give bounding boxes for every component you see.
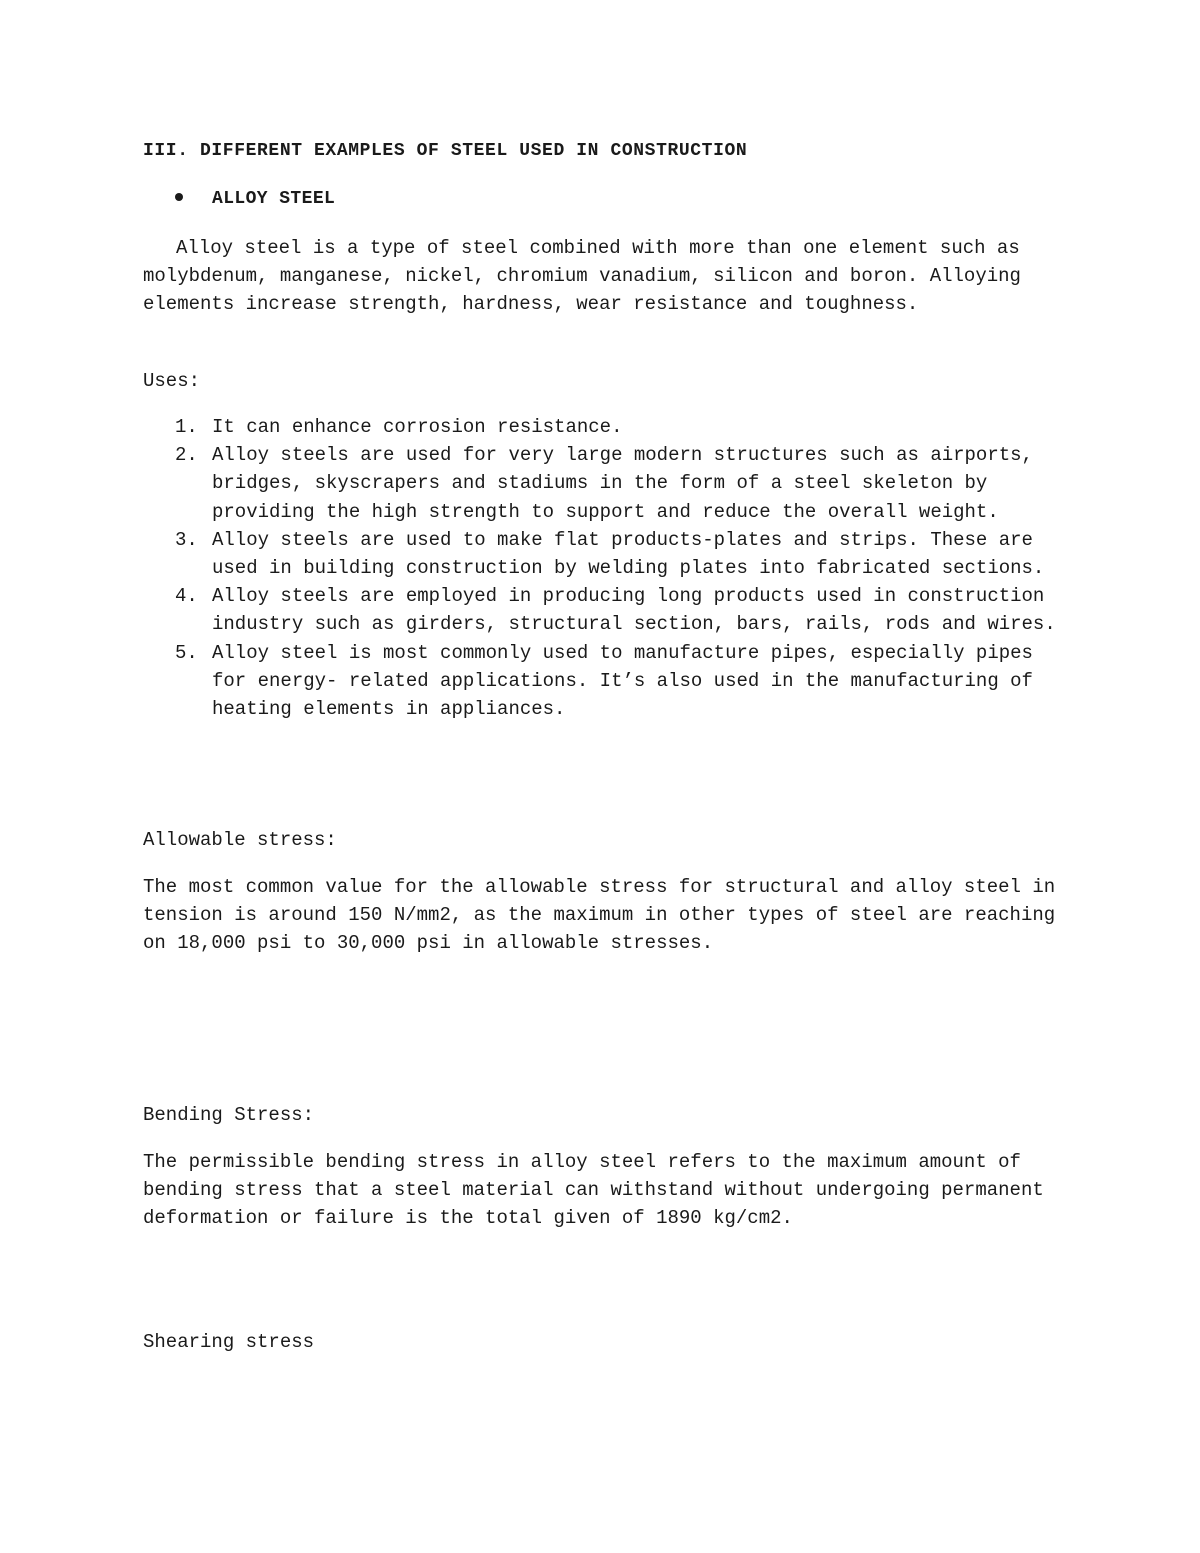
list-number: 5.	[175, 641, 198, 664]
list-item	[143, 413, 1063, 441]
list-item-text: Alloy steel is most commonly used to manufacture pipes, especially pipes for energy- related applications. It’s also used in the manufacturing of heating elements in appliances.	[212, 641, 1033, 721]
allowable-stress-paragraph: The most common value for the allowable stress for structural and alloy steel in tension is around 150 N/mm2, as the maximum in other types of steel are reaching on 18,000 psi to 30,000 psi in allowable stresses.	[143, 876, 1067, 955]
list-item-text: Alloy steels are employed in producing long products used in construction industry such as girders, structural section, bars, rails, rods and wires.	[212, 585, 1056, 636]
list-item-text: Alloy steels are used to make flat products-plates and strips. These are used in building construction by welding plates into fabricated sections.	[212, 528, 1045, 580]
bending-stress-label: Bending Stress:	[143, 1104, 315, 1126]
list-number: 2.	[175, 444, 198, 467]
list-item-text: Alloy steels are used for very large modern structures such as airports, bridges, skyscrapers and stadiums in the form of a steel skeleton by providing the high strength to support and reduce the overall weight.	[212, 444, 1033, 523]
list-number: 3.	[175, 528, 198, 551]
section-title: III. DIFFERENT EXAMPLES OF STEEL USED IN CONSTRUCTION	[143, 141, 748, 161]
shearing-stress-label: Shearing stress	[143, 1331, 315, 1353]
list-item	[143, 441, 1063, 526]
uses-list	[143, 413, 1063, 723]
bullet-icon	[175, 193, 183, 201]
list-item	[143, 582, 1063, 638]
allowable-stress-label: Allowable stress:	[143, 829, 337, 851]
list-item	[143, 639, 1063, 724]
intro-paragraph: Alloy steel is a type of steel combined with more than one element such as molybdenum, manganese, nickel, chromium vanadium, silicon and boron. Alloying elements increase strength, hardness, wear resistance and toughness.	[143, 237, 1033, 316]
uses-label: Uses:	[143, 370, 201, 392]
subsection-label: ALLOY STEEL	[212, 189, 336, 209]
list-number: 1.	[175, 416, 198, 438]
subsection-heading	[175, 189, 335, 209]
list-item-text: It can enhance corrosion resistance.	[212, 416, 623, 438]
list-item	[143, 526, 1063, 582]
bending-stress-paragraph: The permissible bending stress in alloy steel refers to the maximum amount of bending stress that a steel material can withstand without undergoing permanent deformation or failure is the total given of 1890 kg/cm2.	[143, 1151, 1056, 1230]
list-number: 4.	[175, 585, 198, 608]
